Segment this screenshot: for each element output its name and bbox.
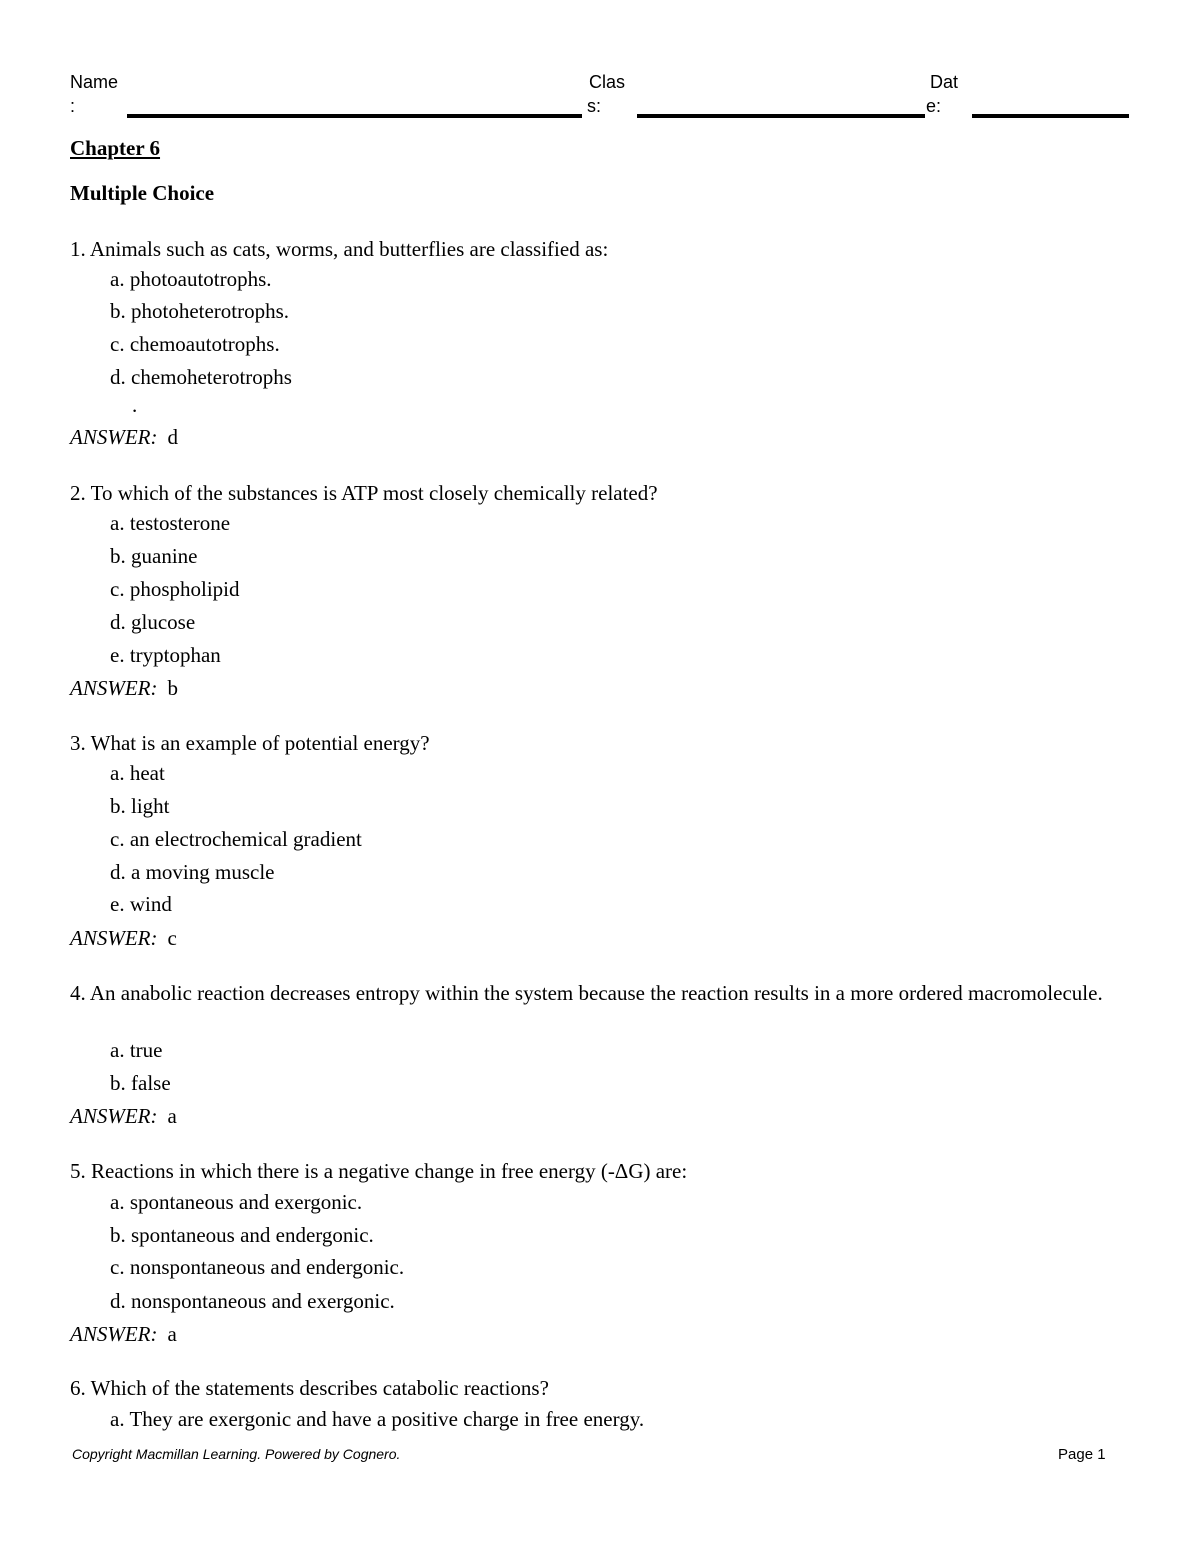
- date-label-top: Dat: [930, 72, 959, 92]
- q3-option-d: d. a moving muscle: [110, 860, 275, 884]
- question-6: 6. Which of the statements describes catabolic reactions?: [70, 1376, 549, 1400]
- q3-option-b: b. light: [110, 794, 170, 818]
- q2-option-a: a. testosterone: [110, 511, 231, 535]
- q6-option-a: a. They are exergonic and have a positive charge in free energy.: [110, 1407, 645, 1431]
- q5-answer: [70, 1321, 177, 1348]
- q3-answer: [70, 925, 177, 952]
- q5-answer-value: a: [167, 1322, 177, 1346]
- q4-option-b: b. false: [110, 1071, 171, 1095]
- name-label-top: Name: [70, 72, 119, 92]
- q4-answer-value: a: [167, 1104, 177, 1128]
- name-label-bottom: :: [70, 96, 76, 116]
- q4-option-a: a. true: [110, 1038, 163, 1062]
- q1-option-a: a. photoautotrophs.: [110, 267, 272, 291]
- q3-option-c: c. an electrochemical gradient: [110, 827, 362, 851]
- footer-page-number: Page 1: [1058, 1446, 1106, 1463]
- section-title: Multiple Choice: [70, 181, 215, 205]
- q5-option-b: b. spontaneous and endergonic.: [110, 1223, 374, 1247]
- q1-option-c: c. chemoautotrophs.: [110, 332, 280, 356]
- date-label-bottom: e:: [926, 96, 942, 116]
- answer-label: ANSWER:: [70, 1104, 158, 1128]
- q5-option-c: c. nonspontaneous and endergonic.: [110, 1255, 405, 1279]
- q2-option-e: e. tryptophan: [110, 643, 221, 667]
- class-label-bottom: s:: [587, 96, 602, 116]
- q1-option-b: b. photoheterotrophs.: [110, 299, 290, 323]
- class-field-line[interactable]: [637, 114, 925, 118]
- answer-label: ANSWER:: [70, 1322, 158, 1346]
- q3-answer-value: c: [167, 926, 177, 950]
- question-2: 2. To which of the substances is ATP most closely chemically related?: [70, 481, 658, 505]
- footer-copyright: Copyright Macmillan Learning. Powered by Cognero.: [72, 1446, 401, 1462]
- q3-option-a: a. heat: [110, 761, 165, 785]
- name-field-line[interactable]: [127, 114, 582, 118]
- q2-option-b: b. guanine: [110, 544, 198, 568]
- question-4: 4. An anabolic reaction decreases entropy within the system because the reaction results in a more ordered macromolecule.: [70, 981, 1103, 1005]
- q2-option-c: c. phospholipid: [110, 577, 240, 601]
- question-3: 3. What is an example of potential energy?: [70, 731, 430, 755]
- q1-answer: [70, 424, 178, 451]
- answer-label: ANSWER:: [70, 425, 158, 449]
- question-1: 1. Animals such as cats, worms, and butterflies are classified as:: [70, 237, 609, 261]
- q4-answer: [70, 1103, 177, 1130]
- answer-label: ANSWER:: [70, 926, 158, 950]
- answer-label: ANSWER:: [70, 676, 158, 700]
- q2-answer: [70, 675, 178, 702]
- q1-trailing-period: .: [132, 393, 138, 417]
- q5-option-a: a. spontaneous and exergonic.: [110, 1190, 363, 1214]
- q3-option-e: e. wind: [110, 892, 172, 916]
- question-5: 5. Reactions in which there is a negative change in free energy (-ΔG) are:: [70, 1159, 688, 1183]
- date-field-line[interactable]: [972, 114, 1129, 118]
- q1-answer-value: d: [167, 425, 178, 449]
- q2-answer-value: b: [167, 676, 178, 700]
- q5-option-d: d. nonspontaneous and exergonic.: [110, 1289, 395, 1313]
- class-label-top: Clas: [589, 72, 626, 92]
- q1-option-d: d. chemoheterotrophs: [110, 365, 292, 389]
- q2-option-d: d. glucose: [110, 610, 196, 634]
- chapter-title: Chapter 6: [70, 136, 161, 160]
